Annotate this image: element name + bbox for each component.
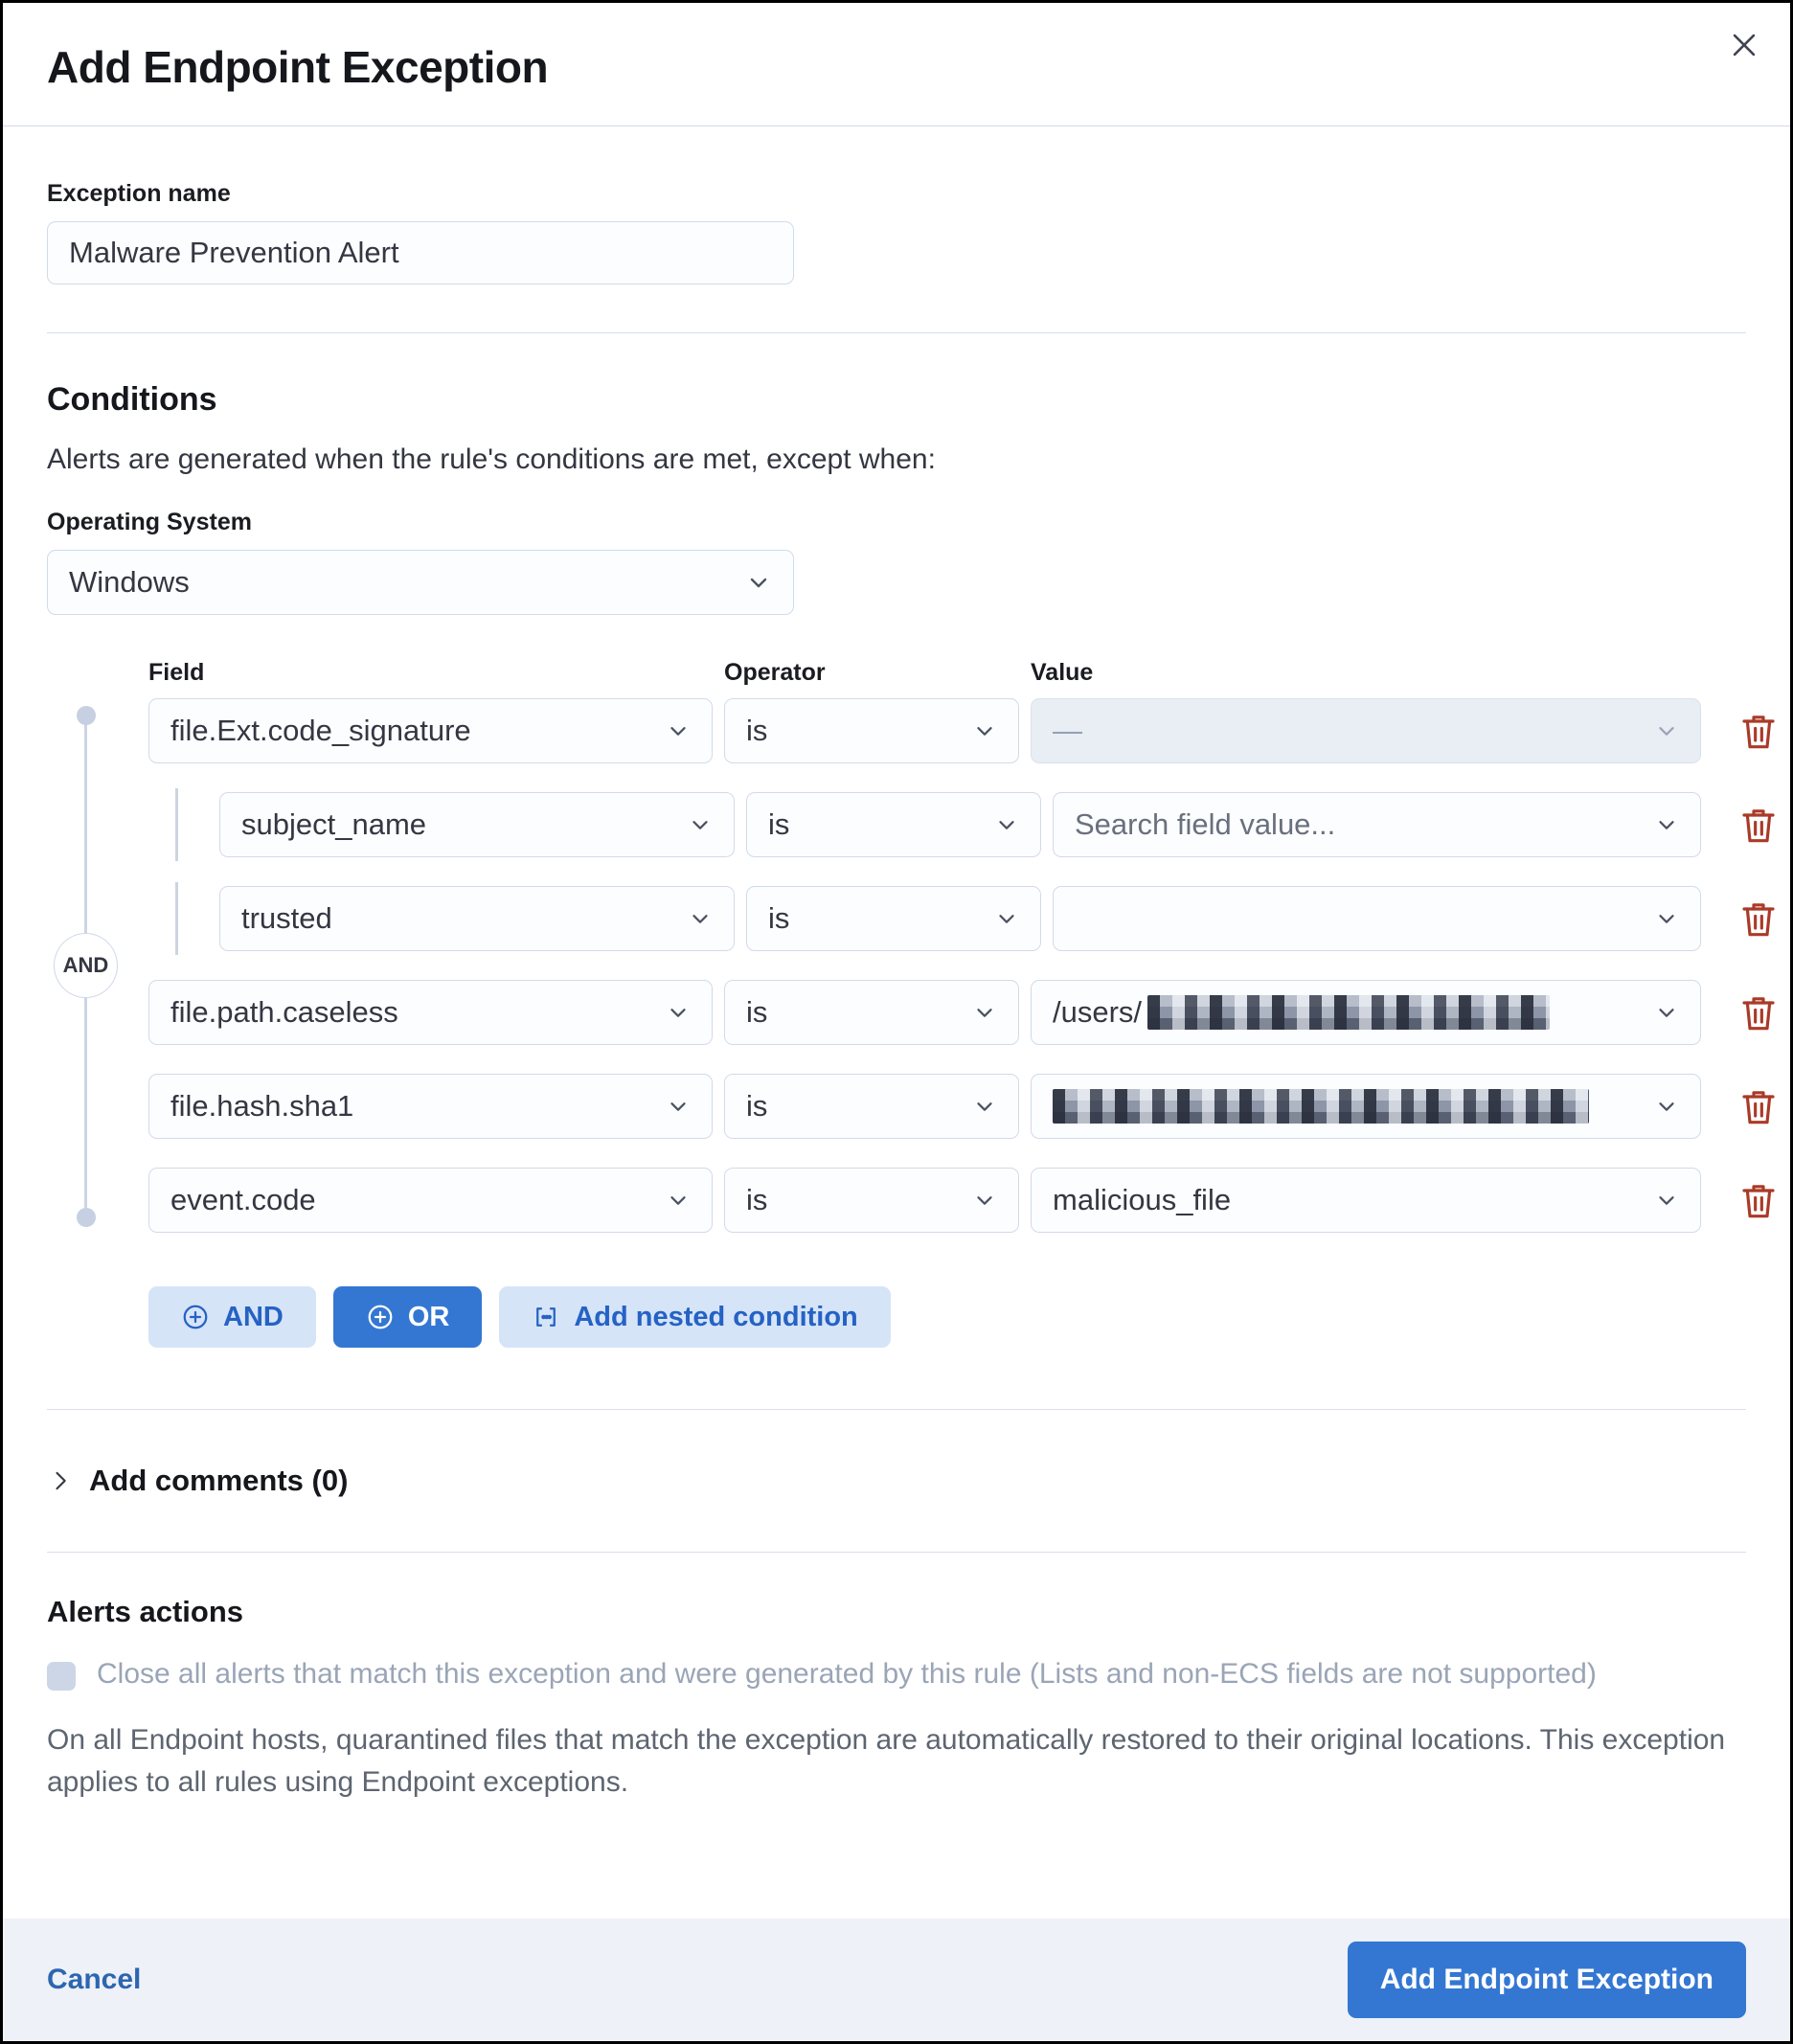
value-select[interactable] (1031, 980, 1701, 1045)
add-and-label: AND (223, 1301, 284, 1332)
exception-name-field[interactable] (47, 221, 794, 284)
field-select-value: event.code (170, 1183, 316, 1216)
field-select-value: subject_name (241, 807, 427, 841)
value-select-placeholder: Search field value... (1075, 807, 1336, 841)
chevron-down-icon (972, 1000, 997, 1025)
chevron-down-icon (688, 906, 713, 931)
exception-name-label: Exception name (47, 180, 231, 207)
condition-row (148, 698, 1780, 763)
column-header-field: Field (148, 659, 205, 686)
chevron-down-icon (972, 1188, 997, 1213)
chevron-down-icon (666, 718, 691, 743)
condition-row-nested (219, 792, 1780, 857)
connector-dot-bottom (77, 1208, 96, 1227)
field-select[interactable] (148, 698, 713, 763)
exception-name-value: Malware Prevention Alert (69, 236, 399, 269)
alerts-actions-heading: Alerts actions (47, 1595, 244, 1628)
value-select[interactable] (1053, 792, 1701, 857)
delete-condition-button[interactable] (1737, 1176, 1780, 1224)
modal-title: Add Endpoint Exception (47, 42, 549, 92)
delete-condition-button[interactable] (1737, 707, 1780, 755)
chevron-down-icon (994, 906, 1019, 931)
delete-condition-button[interactable] (1737, 988, 1780, 1036)
close-alerts-checkbox-label: Close all alerts that match this exception and were generated by this rule (Lists and non-ECS fields are not supported) (97, 1658, 1597, 1690)
field-select[interactable] (219, 886, 735, 951)
trash-icon (1739, 803, 1778, 847)
trash-icon (1739, 990, 1778, 1034)
chevron-down-icon (666, 1188, 691, 1213)
and-connector-badge: AND (54, 933, 118, 998)
operator-select[interactable] (746, 792, 1041, 857)
builder-buttons (148, 1286, 1746, 1348)
chevron-down-icon (994, 812, 1019, 837)
close-icon (1728, 29, 1760, 61)
field-select[interactable] (219, 792, 735, 857)
condition-builder (47, 659, 1746, 1348)
condition-row (148, 1168, 1780, 1233)
add-nested-condition-button[interactable] (499, 1286, 890, 1348)
chevron-down-icon (666, 1000, 691, 1025)
column-header-operator: Operator (724, 659, 826, 686)
plus-circle-icon (366, 1303, 395, 1331)
chevron-right-icon (47, 1467, 74, 1494)
modal-header (3, 3, 1790, 126)
connector-dot-top (77, 706, 96, 725)
delete-condition-button[interactable] (1737, 801, 1780, 849)
trash-icon (1739, 1178, 1778, 1222)
chevron-down-icon (1654, 1000, 1679, 1025)
modal-footer (3, 1919, 1790, 2041)
operator-select-value: is (768, 901, 790, 935)
value-select-value: — (1053, 714, 1082, 747)
value-select-disabled (1031, 698, 1701, 763)
operator-select-value: is (746, 1089, 768, 1123)
chevron-down-icon (1654, 1188, 1679, 1213)
add-comments-toggle[interactable] (47, 1423, 1746, 1538)
redacted-value (1147, 995, 1550, 1030)
field-select-value: file.hash.sha1 (170, 1089, 354, 1123)
field-select-value: file.path.caseless (170, 995, 398, 1029)
field-select[interactable] (148, 1168, 713, 1233)
value-select[interactable] (1031, 1074, 1701, 1139)
operator-select[interactable] (746, 886, 1041, 951)
add-nested-label: Add nested condition (574, 1301, 858, 1332)
chevron-down-icon (1654, 906, 1679, 931)
chevron-down-icon (666, 1094, 691, 1119)
trash-icon (1739, 709, 1778, 753)
divider (47, 1409, 1746, 1410)
add-and-button[interactable] (148, 1286, 316, 1348)
conditions-heading: Conditions (47, 381, 217, 418)
add-or-label: OR (407, 1301, 450, 1332)
trash-icon (1739, 1084, 1778, 1128)
chevron-down-icon (972, 1094, 997, 1119)
add-endpoint-exception-modal (3, 3, 1790, 2041)
operator-select-value: is (746, 714, 768, 747)
operator-select-value: is (746, 1183, 768, 1216)
column-header-value: Value (1031, 659, 1094, 686)
close-button[interactable] (1723, 24, 1765, 66)
operator-select[interactable] (724, 1074, 1019, 1139)
add-endpoint-exception-button[interactable]: Add Endpoint Exception (1348, 1942, 1746, 2018)
value-select-value: /users/ (1053, 995, 1143, 1029)
condition-row (148, 980, 1780, 1045)
add-or-button[interactable] (333, 1286, 483, 1348)
chevron-down-icon (745, 569, 772, 596)
value-select[interactable] (1031, 1168, 1701, 1233)
modal-body (3, 126, 1790, 1919)
nested-brackets-icon (532, 1303, 560, 1331)
chevron-down-icon (688, 812, 713, 837)
chevron-down-icon (1654, 1094, 1679, 1119)
cancel-button[interactable]: Cancel (47, 1964, 142, 1995)
chevron-down-icon (1654, 718, 1679, 743)
builder-column-headers (148, 659, 1780, 687)
value-select-value: malicious_file (1053, 1183, 1232, 1216)
chevron-down-icon (1654, 812, 1679, 837)
divider (47, 332, 1746, 333)
redacted-value (1053, 1089, 1589, 1124)
close-alerts-checkbox (47, 1662, 76, 1691)
operator-select-value: is (768, 807, 790, 841)
field-select[interactable] (148, 980, 713, 1045)
field-select[interactable] (148, 1074, 713, 1139)
os-select[interactable] (47, 550, 794, 615)
operator-select[interactable] (724, 698, 1019, 763)
plus-circle-icon (181, 1303, 210, 1331)
os-select-value: Windows (69, 565, 190, 599)
value-select[interactable] (1053, 886, 1701, 951)
conditions-description: Alerts are generated when the rule's conditions are met, except when: (47, 443, 936, 475)
endpoint-restore-note: On all Endpoint hosts, quarantined files that match the exception are automatically restored to their original locations. This exception applies to all rules using Endpoint exceptions. (47, 1724, 1726, 1798)
operator-select[interactable] (724, 1168, 1019, 1233)
condition-row (148, 1074, 1780, 1139)
operator-select[interactable] (724, 980, 1019, 1045)
trash-icon (1739, 897, 1778, 941)
operator-select-value: is (746, 995, 768, 1029)
add-comments-label: Add comments (0) (89, 1464, 349, 1497)
field-select-value: trusted (241, 901, 332, 935)
alerts-actions-section (47, 1553, 1746, 1803)
field-select-value: file.Ext.code_signature (170, 714, 471, 747)
os-label: Operating System (47, 509, 252, 535)
delete-condition-button[interactable] (1737, 1082, 1780, 1130)
delete-condition-button[interactable] (1737, 895, 1780, 943)
chevron-down-icon (972, 718, 997, 743)
condition-row-nested (219, 886, 1780, 951)
